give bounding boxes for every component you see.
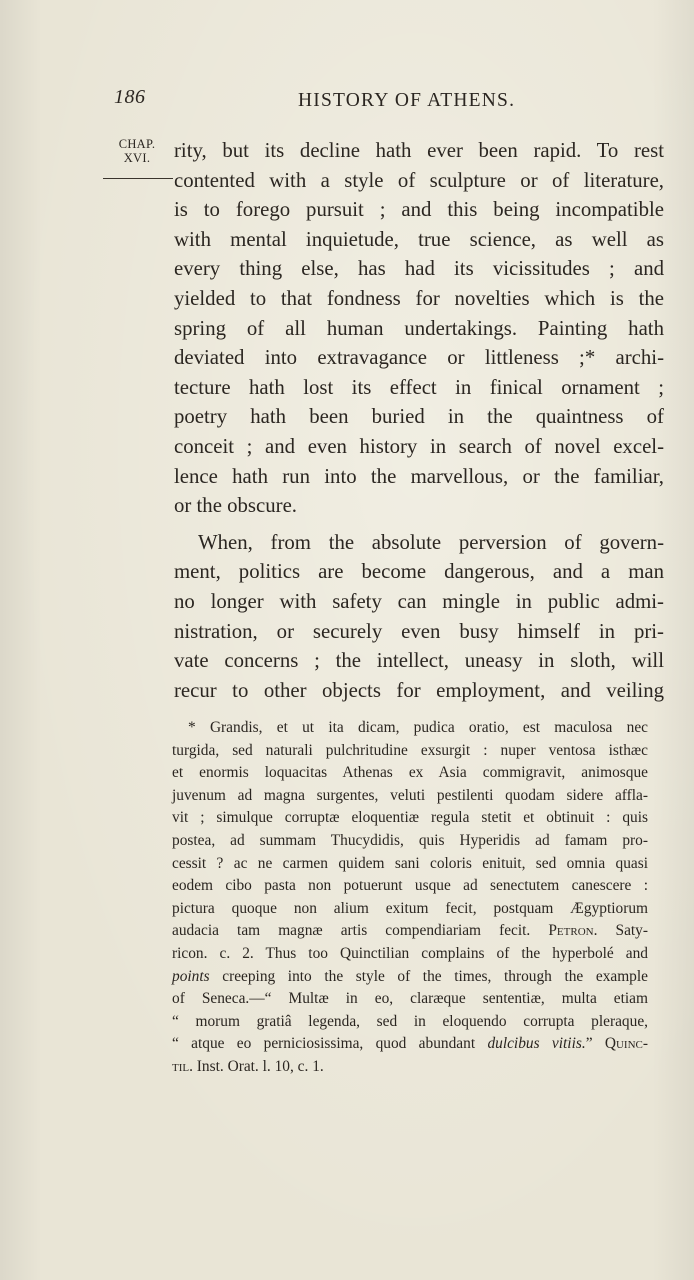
- body-line: conceit ; and even history in search of novel excel-: [174, 434, 664, 458]
- body-line: lence hath run into the marvellous, or the familiar,: [174, 464, 664, 488]
- body-line: is to forego pursuit ; and this being incompatible: [174, 198, 664, 222]
- footnote-line: cessit ? ac ne carmen quidem sani coloris enituit, sed omnia quasi: [172, 854, 648, 872]
- body-line: with mental inquietude, true science, as well as: [174, 227, 664, 251]
- chapter-margin-note: [113, 137, 161, 165]
- body-line: recur to other objects for employment, and veiling: [174, 678, 664, 702]
- footnote-text: “ atque eo perniciosissima, quod abundant: [172, 1035, 488, 1053]
- footnote-line: vit ; simulque corruptæ eloquentiæ regula stetit et obtinuit : quis: [172, 809, 648, 827]
- body-line: vate concerns ; the intellect, uneasy in sloth, will: [174, 649, 664, 673]
- page-number: 186: [114, 86, 146, 108]
- footnote-author: Petron.: [548, 922, 598, 940]
- paragraph-gap: [174, 521, 664, 528]
- footnote-line: eodem cibo pasta non potuerunt usque ad senectutem canescere :: [172, 877, 648, 895]
- footnote: [172, 717, 648, 1079]
- footnote-text: ”: [585, 1035, 605, 1053]
- footnote-text: creeping into the style of the times, through the example: [209, 967, 648, 985]
- body-line: tecture hath lost its effect in finical ornament ;: [174, 375, 664, 399]
- margin-note-line-2: XVI.: [123, 151, 151, 165]
- running-head: HISTORY OF ATHENS.: [298, 90, 516, 111]
- body-line: poetry hath been buried in the quaintness of: [174, 405, 664, 429]
- footnote-line: “ morum gratiâ legenda, sed in eloquendo corrupta pleraque,: [172, 1012, 648, 1030]
- footnote-italic: dulcibus vitiis.: [487, 1035, 586, 1053]
- footnote-line: postea, ad summam Thucydidis, quis Hyperidis ad famam pro-: [172, 831, 648, 849]
- footnote-line: [172, 920, 648, 943]
- footnote-line: et enormis loquacitas Athenas ex Asia commigravit, animosque: [172, 764, 648, 782]
- footnote-line: ricon. c. 2. Thus too Quinctilian complains of the hyperbolé and: [172, 944, 648, 962]
- footnote-line: pictura quoque non alium exitum fecit, postquam Ægyptiorum: [172, 899, 648, 917]
- body-line: yielded to that fondness for novelties which is the: [174, 286, 664, 310]
- body-line: deviated into extravagance or littleness ;* archi-: [174, 346, 664, 370]
- footnote-text: audacia tam magnæ artis compendiariam fecit.: [172, 922, 531, 940]
- body-line: no longer with safety can mingle in public admi-: [174, 589, 664, 613]
- footnote-line: juvenum ad magna surgentes, veluti pestilenti quodam sidere affla-: [172, 786, 648, 804]
- body-line: contented with a style of sculpture or of literature,: [174, 168, 664, 192]
- footnote-line: [172, 1056, 648, 1079]
- footnote-line: [172, 966, 648, 989]
- footnote-text: Inst. Orat. l. 10, c. 1.: [192, 1057, 324, 1075]
- footnote-text: Saty-: [597, 922, 648, 940]
- margin-rule: [103, 178, 173, 179]
- footnote-line: * Grandis, et ut ita dicam, pudica oratio, est maculosa nec: [188, 719, 648, 736]
- margin-note-line-1: CHAP.: [118, 137, 156, 151]
- main-text: [174, 136, 664, 705]
- body-line: rity, but its decline hath ever been rapid. To rest: [174, 139, 664, 162]
- body-line: spring of all human undertakings. Painting hath: [174, 316, 664, 340]
- footnote-line: turgida, sed naturali pulchritudine exsurgit : nuper ventosa isthæc: [172, 741, 648, 759]
- footnote-author: til.: [172, 1057, 193, 1075]
- body-line: every thing else, has had its vicissitudes ; and: [174, 257, 664, 281]
- body-line: When, from the absolute perversion of govern-: [198, 530, 664, 554]
- footnote-author: Quinc-: [604, 1035, 648, 1053]
- body-line: or the obscure.: [174, 494, 298, 518]
- footnote-italic: points: [172, 967, 210, 985]
- body-line: nistration, or securely even busy himself in pri-: [174, 619, 664, 643]
- footnote-line: of Seneca.—“ Multæ in eo, claræque sententiæ, multa etiam: [172, 990, 648, 1008]
- footnote-line: [172, 1033, 648, 1056]
- body-line: ment, politics are become dangerous, and a man: [174, 560, 664, 584]
